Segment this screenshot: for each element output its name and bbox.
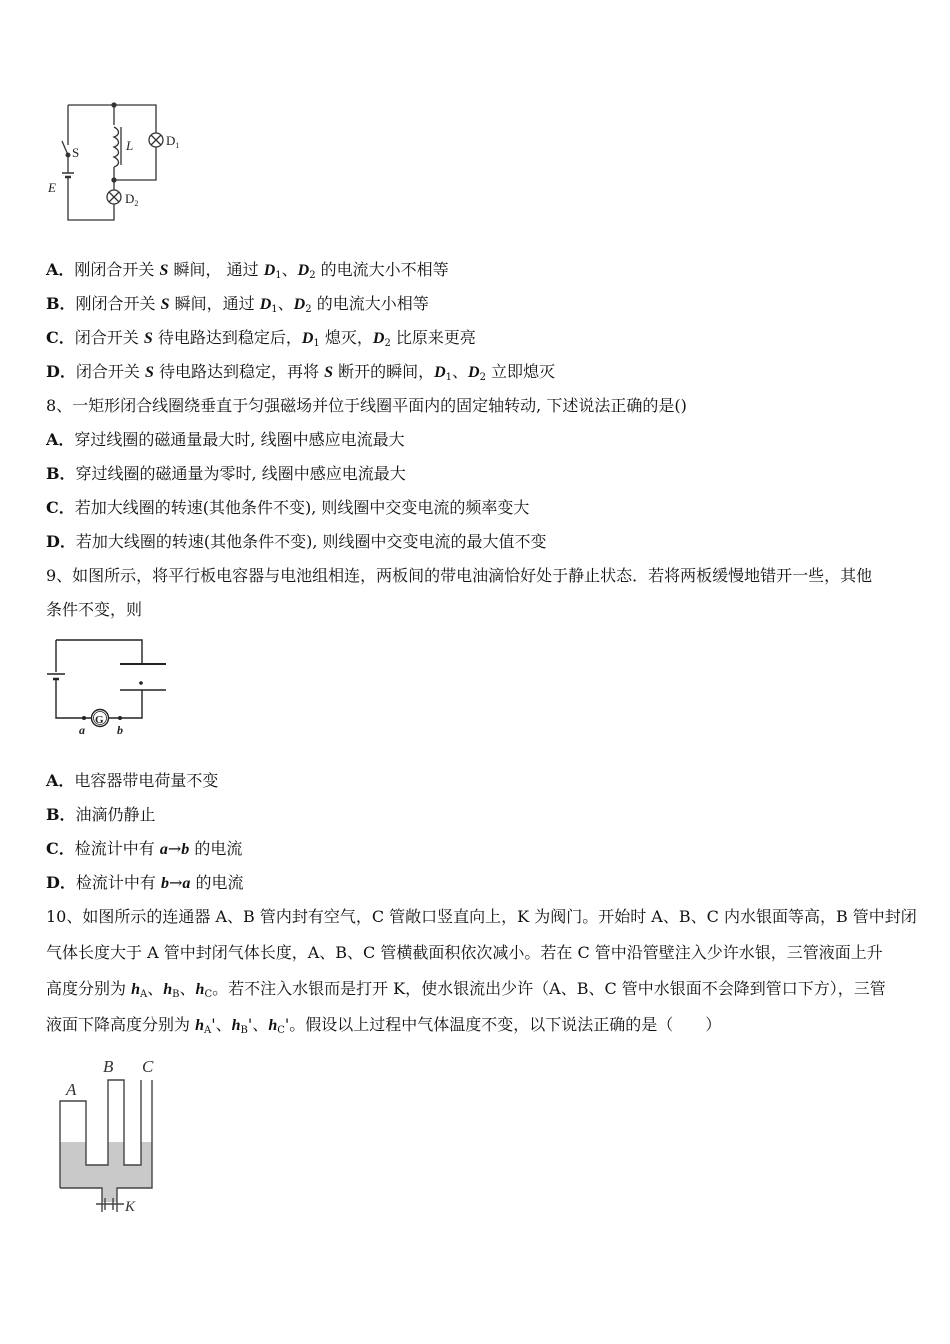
text-line bbox=[46, 899, 917, 935]
text-line bbox=[46, 457, 911, 491]
text-segment: 气体长度大于 A 管中封闭气体长度，A、B、C 管横截面积依次减小。若在 C 管中沿管壁注入少许水银，三管液面上升 bbox=[46, 943, 883, 962]
subscript: C bbox=[277, 1025, 285, 1036]
switch-label: S bbox=[72, 145, 80, 160]
text-segment: 、 bbox=[452, 362, 469, 381]
option-label: A． bbox=[46, 771, 75, 790]
subscript: 2 bbox=[384, 338, 391, 349]
subscript: 1 bbox=[271, 304, 278, 315]
text-segment: 待电路达到稳定后， bbox=[152, 328, 302, 347]
connected-tubes-diagram bbox=[46, 1052, 176, 1226]
text-line bbox=[46, 321, 911, 355]
option-label: C． bbox=[46, 498, 75, 517]
text-segment: '。假设以上过程中气体温度不变，以下说法正确的是（ ） bbox=[284, 1015, 722, 1034]
text-line bbox=[46, 798, 911, 832]
option-label: B． bbox=[46, 294, 76, 313]
subscript: B bbox=[240, 1025, 248, 1036]
text-segment: 的电流 bbox=[189, 839, 243, 858]
text-segment: 液面下降高度分别为 bbox=[46, 1015, 196, 1034]
question-7-options-and-question-8-9 bbox=[46, 253, 911, 627]
text-segment: 立即熄灭 bbox=[485, 362, 556, 381]
text-line bbox=[46, 287, 911, 321]
text-segment: 10、如图所示的连通器 A、B 管内封有空气，C 管敞口竖直向上，K 为阀门。开始时 A、B、C 内水银面等高，B 管中封闭 bbox=[46, 907, 917, 926]
galvanometer-label: G bbox=[95, 714, 104, 726]
math-variable: S bbox=[143, 330, 153, 347]
text-segment: 待电路达到稳定，再将 bbox=[153, 362, 325, 381]
subscript: 1 bbox=[313, 338, 320, 349]
math-variable: h bbox=[163, 981, 173, 998]
math-variable: h bbox=[131, 981, 140, 998]
math-variable: b bbox=[181, 841, 190, 858]
text-line bbox=[46, 832, 911, 866]
text-segment: 检流计中有 bbox=[74, 839, 160, 858]
text-segment: 瞬间，通过 bbox=[169, 294, 260, 313]
lamp2-label: $D_2$ bbox=[125, 191, 139, 208]
battery-label: E bbox=[48, 180, 56, 195]
math-variable: D bbox=[468, 364, 480, 381]
question-10-stem bbox=[46, 899, 917, 1043]
text-segment: 瞬间， 通过 bbox=[168, 260, 264, 279]
text-segment: '、 bbox=[211, 1015, 232, 1034]
inductor-label: L bbox=[126, 138, 134, 153]
option-label: B． bbox=[46, 464, 76, 483]
tube-b-label: B bbox=[103, 1057, 114, 1076]
text-segment: → bbox=[167, 839, 182, 858]
math-variable: S bbox=[144, 364, 154, 381]
valve-k-label: K bbox=[125, 1199, 136, 1215]
option-label: A． bbox=[46, 430, 75, 449]
text-segment: 断开的瞬间， bbox=[332, 362, 435, 381]
text-segment: 、 bbox=[147, 979, 164, 998]
text-segment: 9、如图所示，将平行板电容器与电池组相连，两板间的带电油滴恰好处于静止状态．若将两板缓慢地错开一些，其他 bbox=[46, 566, 873, 585]
text-line bbox=[46, 1007, 911, 1043]
subscript: C bbox=[204, 989, 213, 1000]
text-segment: 的电流大小不相等 bbox=[315, 260, 449, 279]
lamp1-label: $D_1$ bbox=[166, 133, 180, 150]
text-segment: 、 bbox=[277, 294, 294, 313]
text-segment: 刚闭合开关 bbox=[74, 260, 160, 279]
subscript: B bbox=[172, 989, 180, 1000]
math-variable: D bbox=[372, 330, 385, 347]
subscript: 1 bbox=[275, 270, 282, 281]
text-segment: 电容器带电荷量不变 bbox=[74, 771, 219, 790]
option-label: B． bbox=[46, 805, 76, 824]
text-segment: 条件不变，则 bbox=[46, 600, 143, 619]
subscript: 2 bbox=[305, 304, 312, 315]
text-segment: 闭合开关 bbox=[75, 362, 145, 381]
subscript: 2 bbox=[309, 270, 316, 281]
option-label: D． bbox=[46, 873, 76, 892]
math-variable: h bbox=[195, 1017, 204, 1034]
option-label: A． bbox=[46, 260, 75, 279]
text-segment: '、 bbox=[247, 1015, 269, 1034]
text-segment: 的电流大小相等 bbox=[311, 294, 429, 313]
math-variable: a bbox=[159, 841, 168, 858]
text-line bbox=[46, 866, 911, 900]
text-line bbox=[46, 389, 911, 423]
text-segment: 刚闭合开关 bbox=[75, 294, 161, 313]
text-segment: 、 bbox=[179, 979, 196, 998]
math-variable: D bbox=[263, 262, 276, 279]
question-9-options bbox=[46, 764, 911, 900]
text-line bbox=[46, 559, 911, 593]
text-line bbox=[46, 423, 911, 457]
option-label: D． bbox=[46, 362, 76, 381]
text-line bbox=[46, 971, 911, 1007]
option-label: C． bbox=[46, 839, 75, 858]
text-segment: 的电流 bbox=[190, 873, 244, 892]
text-line bbox=[46, 935, 911, 971]
text-line bbox=[46, 355, 911, 389]
point-a-label: a bbox=[79, 723, 85, 737]
math-variable: h bbox=[231, 1017, 241, 1034]
option-label: C． bbox=[46, 328, 75, 347]
text-segment: 。若不注入水银而是打开 K，使水银流出少许（A、B、C 管中水银面不会降到管口下方），三管 bbox=[212, 979, 886, 998]
math-variable: D bbox=[301, 330, 314, 347]
math-variable: S bbox=[160, 296, 170, 313]
text-segment: 闭合开关 bbox=[74, 328, 144, 347]
tube-c-label: C bbox=[142, 1057, 154, 1076]
subscript: 2 bbox=[479, 372, 486, 383]
text-segment: 若加大线圈的转速(其他条件不变), 则线圈中交变电流的最大值不变 bbox=[75, 532, 547, 551]
text-segment: 油滴仍静止 bbox=[75, 805, 156, 824]
option-label: D． bbox=[46, 532, 76, 551]
text-line bbox=[46, 253, 911, 287]
text-segment: 穿过线圈的磁通量最大时, 线圈中感应电流最大 bbox=[74, 430, 405, 449]
text-segment: 熄灭， bbox=[319, 328, 373, 347]
math-variable: D bbox=[434, 364, 446, 381]
tube-a-label: A bbox=[66, 1080, 77, 1099]
subscript: A bbox=[204, 1025, 212, 1036]
text-segment: → bbox=[168, 873, 183, 892]
text-line bbox=[46, 525, 911, 559]
text-segment: 8、一矩形闭合线圈绕垂直于匀强磁场并位于线圈平面内的固定轴转动, 下述说法正确的是() bbox=[46, 396, 687, 415]
math-variable: D bbox=[259, 296, 272, 313]
math-variable: h bbox=[195, 981, 205, 998]
capacitor-circuit-diagram bbox=[46, 634, 176, 743]
math-variable: a bbox=[182, 875, 191, 892]
math-variable: D bbox=[297, 262, 310, 279]
text-segment: 、 bbox=[281, 260, 298, 279]
math-variable: S bbox=[324, 364, 333, 381]
text-line bbox=[46, 764, 911, 798]
text-segment: 检流计中有 bbox=[75, 873, 161, 892]
subscript: 1 bbox=[445, 372, 453, 383]
math-variable: S bbox=[159, 262, 169, 279]
math-variable: D bbox=[293, 296, 306, 313]
point-b-label: b bbox=[117, 723, 123, 737]
text-line bbox=[46, 593, 911, 627]
math-variable: b bbox=[160, 875, 169, 892]
text-segment: 穿过线圈的磁通量为零时, 线圈中感应电流最大 bbox=[75, 464, 406, 483]
circuit-diagram-inductor bbox=[46, 95, 206, 244]
text-line bbox=[46, 491, 911, 525]
text-segment: 若加大线圈的转速(其他条件不变), 则线圈中交变电流的频率变大 bbox=[74, 498, 530, 517]
text-segment: 比原来更亮 bbox=[390, 328, 476, 347]
math-variable: h bbox=[268, 1017, 278, 1034]
subscript: A bbox=[140, 989, 148, 1000]
text-segment: 高度分别为 bbox=[46, 979, 132, 998]
